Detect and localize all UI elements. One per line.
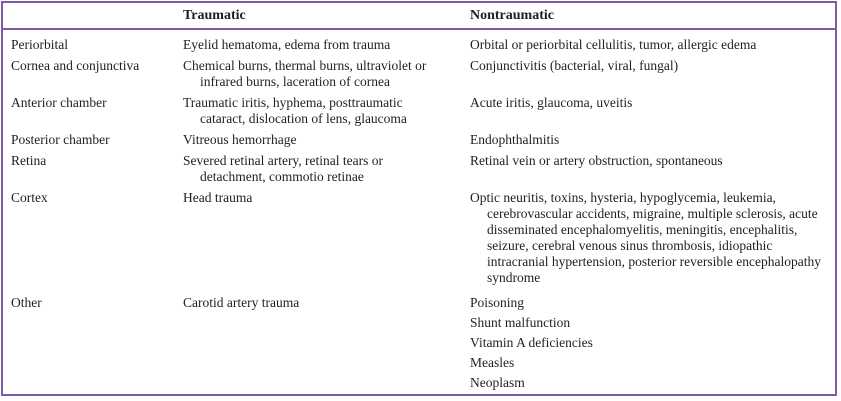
nontraumatic-cell: Optic neuritis, toxins, hysteria, hypoglycemia, leukemia, cerebrovascular accidents, migraine, multiple sclerosis, acute disseminated encephalomyelitis, meningitis, encephalitis, seizure, cerebral venous sinus thrombosis, idiopathic intracranial hypertension, posterior reversible encephalopathy syndrome — [470, 190, 821, 285]
nontraumatic-cell: Retinal vein or artery obstruction, spontaneous — [470, 153, 723, 168]
traumatic-cell: Carotid artery trauma — [183, 295, 300, 310]
category-cell: Posterior chamber — [11, 132, 110, 147]
category-cell: Cortex — [11, 190, 48, 205]
category-cell: Other — [11, 295, 42, 310]
table-row-cornea-conjunctiva — [3, 58, 835, 90]
nontraumatic-cell: Acute iritis, glaucoma, uveitis — [470, 95, 633, 110]
table-row-retina — [3, 153, 835, 185]
traumatic-cell: Severed retinal artery, retinal tears or detachment, commotio retinae — [183, 153, 384, 184]
nontraumatic-list-item: Shunt malfunction — [470, 315, 571, 330]
column-header-nontraumatic: Nontraumatic — [470, 7, 554, 23]
column-header-traumatic: Traumatic — [183, 7, 246, 23]
traumatic-cell: Eyelid hematoma, edema from trauma — [183, 37, 391, 52]
causes-table — [1, 1, 837, 396]
table-header-row — [3, 3, 835, 30]
table-row-periorbital — [3, 37, 835, 53]
nontraumatic-cell: Conjunctivitis (bacterial, viral, fungal) — [470, 58, 679, 73]
nontraumatic-list-item: Poisoning — [470, 295, 525, 310]
traumatic-cell: Traumatic iritis, hyphema, posttraumatic cataract, dislocation of lens, glaucoma — [183, 95, 407, 126]
traumatic-cell: Head trauma — [183, 190, 253, 205]
category-cell: Periorbital — [11, 37, 68, 52]
category-cell: Anterior chamber — [11, 95, 107, 110]
traumatic-cell: Chemical burns, thermal burns, ultraviolet or infrared burns, laceration of cornea — [183, 58, 427, 89]
table-row-anterior-chamber — [3, 95, 835, 127]
category-cell: Retina — [11, 153, 47, 168]
traumatic-cell: Vitreous hemorrhage — [183, 132, 297, 147]
nontraumatic-list-item: Neoplasm — [470, 375, 525, 390]
table-row-cortex — [3, 190, 835, 286]
nontraumatic-cell: Orbital or periorbital cellulitis, tumor, allergic edema — [470, 37, 757, 52]
table-body — [3, 30, 835, 391]
nontraumatic-list-item: Vitamin A deficiencies — [470, 335, 593, 350]
nontraumatic-list-item: Measles — [470, 355, 515, 370]
table-row-other — [3, 295, 835, 391]
table-row-posterior-chamber — [3, 132, 835, 148]
nontraumatic-cell: Endophthalmitis — [470, 132, 560, 147]
category-cell: Cornea and conjunctiva — [11, 58, 140, 73]
